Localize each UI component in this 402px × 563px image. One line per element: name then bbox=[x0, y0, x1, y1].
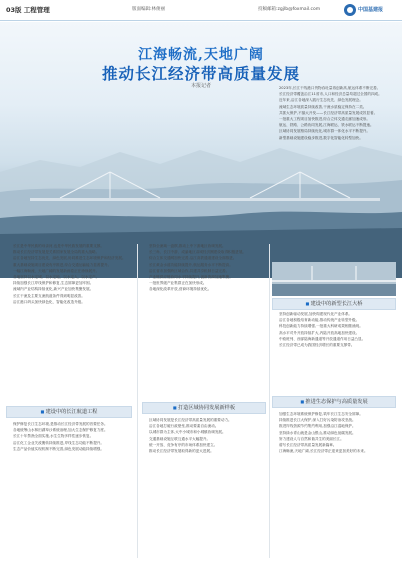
logo-text: 中国基建报 bbox=[358, 7, 384, 13]
center-lower-column bbox=[142, 418, 266, 558]
hero-banner bbox=[0, 22, 402, 278]
paragraph: 流域内产业结构持续优化,新兴产业加快集聚发展。 bbox=[13, 287, 94, 292]
right-lower-column bbox=[272, 412, 396, 558]
paragraph: 长江经济带已成为我国经济增长的重要支撑带。 bbox=[279, 343, 355, 348]
headline-line2: 推动长江经济带高质量发展 bbox=[101, 64, 300, 83]
paragraph: 区域协同发展格局持续优化,城市群一体化水平不断提升。 bbox=[279, 129, 370, 134]
paragraph: 长江十年禁渔全面实施,水生生物多样性逐步恢复。 bbox=[13, 434, 94, 439]
paragraph: 江海畅流,天地广阔,长江经济带正迎来更加美好的未来。 bbox=[279, 449, 368, 454]
paragraph: 科技创新能力持续增强,一批重大科研成果相继涌现。 bbox=[279, 324, 363, 329]
caption-river: ■ 建设中的长江航道工程 bbox=[6, 406, 132, 418]
paragraph: 坚持全流域一盘棋,推动上中下游地区协调发展。 bbox=[149, 244, 226, 248]
paragraph: 以城市群为主体,大中小城市和小城镇协调发展。 bbox=[149, 430, 226, 435]
paragraph: 持续加强长江岸线保护和修复,生态屏障更加牢固。 bbox=[13, 281, 94, 286]
logo-icon bbox=[344, 4, 356, 16]
paragraph: 交通基础设施互联互通水平大幅提升。 bbox=[149, 436, 211, 441]
paragraph: 加强生态环境系统保护修复,筑牢长江生态安全屏障。 bbox=[279, 412, 363, 416]
left-lower-column bbox=[6, 422, 132, 558]
caption-bridge: ■ 建设中的新型长江大桥 bbox=[272, 298, 396, 310]
submission-email: 投稿邮箱:zgjlb@foxmail.com bbox=[258, 7, 321, 12]
paragraph: 高水平对外开放持续扩大,内陆开放高地加快建设。 bbox=[279, 330, 360, 335]
left-column bbox=[6, 244, 132, 404]
paragraph: 坚持绿水青山就是金山银山,推动绿色低碳发展。 bbox=[279, 430, 356, 435]
paragraph: 推动长江经济带发展取得新的更大进展。 bbox=[149, 449, 214, 454]
paragraph: 一批世界级产业集群正在加快形成。 bbox=[149, 281, 207, 286]
paragraph: 努力建设人与自然和谐共生的美丽长江。 bbox=[279, 436, 344, 441]
paragraph: 长江经济带覆盖沿江11省市,人口和经济总量均超过全国的四成。 bbox=[279, 92, 382, 97]
paragraph: 谱写长江经济带高质量发展新篇章。 bbox=[279, 443, 337, 448]
paragraph: 近年来,沿江各地深入践行生态优先、绿色发展理念。 bbox=[279, 98, 363, 103]
page-header bbox=[0, 0, 402, 21]
paragraph: 区域协同发展是长江经济带高质量发展的重要动力。 bbox=[149, 418, 232, 422]
section-label: 03版 工程管理 bbox=[6, 6, 50, 14]
editor-credit: 版面编辑:林俊丽 bbox=[132, 7, 166, 12]
paragraph: 航运、铁路、公路协同发展,江海联运、铁水联运不断提速。 bbox=[279, 123, 374, 128]
bridge-photo-image bbox=[272, 262, 396, 296]
newspaper-logo bbox=[344, 3, 398, 17]
byline: 本报记者 bbox=[190, 83, 211, 89]
paragraph: 沿江港口码头加快绿色化、智能化改造升级。 bbox=[13, 299, 85, 304]
paragraph: 推进岸线资源节约集约利用,加强沿江湿地保护。 bbox=[279, 424, 356, 429]
paragraph: 重大基础设施项目建设有序推进,综合交通运输能力显著提升。 bbox=[13, 262, 112, 267]
paragraph: 综合立体交通网加快完善,沿江高铁通道建设全面推进。 bbox=[149, 256, 237, 261]
paragraph: 一批重大工程项目加快推进,综合立体交通走廊加速成形。 bbox=[279, 117, 370, 122]
column-divider bbox=[269, 244, 270, 558]
photo-bridge bbox=[272, 262, 396, 296]
paragraph: 持续推进长江大保护,深入打好污染防治攻坚战。 bbox=[279, 418, 356, 423]
paragraph: 统一开放、竞争有序的市场体系加快建立。 bbox=[149, 442, 218, 447]
paragraph: 沿江各地积极培育新动能,推动传统产业转型升级。 bbox=[279, 318, 360, 323]
paragraph: 沿江各地坚持生态优先、绿色发展,协同推进生态环境保护和经济发展。 bbox=[13, 256, 126, 261]
headline-line1: 江海畅流,天地广阔 bbox=[138, 47, 264, 63]
paragraph: 沿江省市加强跨区域合作,共建共享机制日益完善。 bbox=[149, 268, 230, 273]
paragraph: 长江是中华民族的母亲河,也是中华民族发展的重要支撑。 bbox=[13, 244, 104, 248]
paragraph: 一幅江海畅流、天地广阔的发展新画卷正在徐徐展开。 bbox=[13, 268, 100, 273]
paragraph: 各地深化改革开放,营商环境持续优化。 bbox=[149, 287, 212, 292]
paragraph: 长江干流及主要支流航道条件得到明显改善。 bbox=[13, 293, 85, 298]
hero-right-column bbox=[272, 86, 396, 278]
paragraph: 共抓大保护,不搞大开发——长江经济带高质量发展成效显著。 bbox=[279, 110, 378, 115]
paragraph: 新型基础设施建设稳步推进,数字化智能化转型加快。 bbox=[279, 135, 363, 140]
column-divider bbox=[137, 244, 138, 558]
center-column bbox=[142, 244, 266, 398]
paragraph: 各地统筹山水林田湖草沙系统治理,加大生态保护修复力度。 bbox=[13, 428, 108, 433]
paragraph: 长三角、长江中游、成渝地区双城经济圈建设取得积极进展。 bbox=[149, 250, 247, 255]
paragraph: 长江黄金水道功能持续提升,航运服务水平不断提高。 bbox=[149, 262, 233, 267]
paragraph: 推动长江经济带发展是关系国家发展全局的重大战略。 bbox=[13, 250, 100, 255]
right-column bbox=[272, 312, 396, 394]
caption-ecology: ■ 推进生态保护与高质量发展 bbox=[272, 396, 396, 408]
paragraph: 中欧班列、西部陆海新通道等开放通道作用日益凸显。 bbox=[279, 336, 366, 341]
paragraph: 产业链供应链协同水平持续提升,创新资源加速集聚。 bbox=[149, 275, 233, 280]
caption-coordination: ■ 打造区域协同发展新样板 bbox=[142, 402, 266, 414]
paragraph: 保护修复长江生态环境,是推动长江经济带发展的首要任务。 bbox=[13, 422, 108, 426]
paragraph: 坚持创新驱动发展,加快构建现代化产业体系。 bbox=[279, 312, 353, 316]
paragraph: 生态产品价值实现机制不断完善,绿色发展动能持续增强。 bbox=[13, 446, 104, 451]
paragraph: 流域生态环境质量持续改善,干流水质稳定保持在二类。 bbox=[279, 104, 367, 109]
paragraph: 各地坚持以水定城、以水定地、以水定人、以水定产。 bbox=[13, 275, 100, 280]
paragraph: 沿江化工企业关改搬转持续推进,岸线生态功能不断提升。 bbox=[13, 440, 104, 445]
paragraph: 沿江各地打破行政壁垒,推动要素自由流动。 bbox=[149, 424, 219, 429]
paragraph: 2023年,长江干线港口货物吞吐量再创新高,航运体系不断完善。 bbox=[279, 86, 381, 90]
